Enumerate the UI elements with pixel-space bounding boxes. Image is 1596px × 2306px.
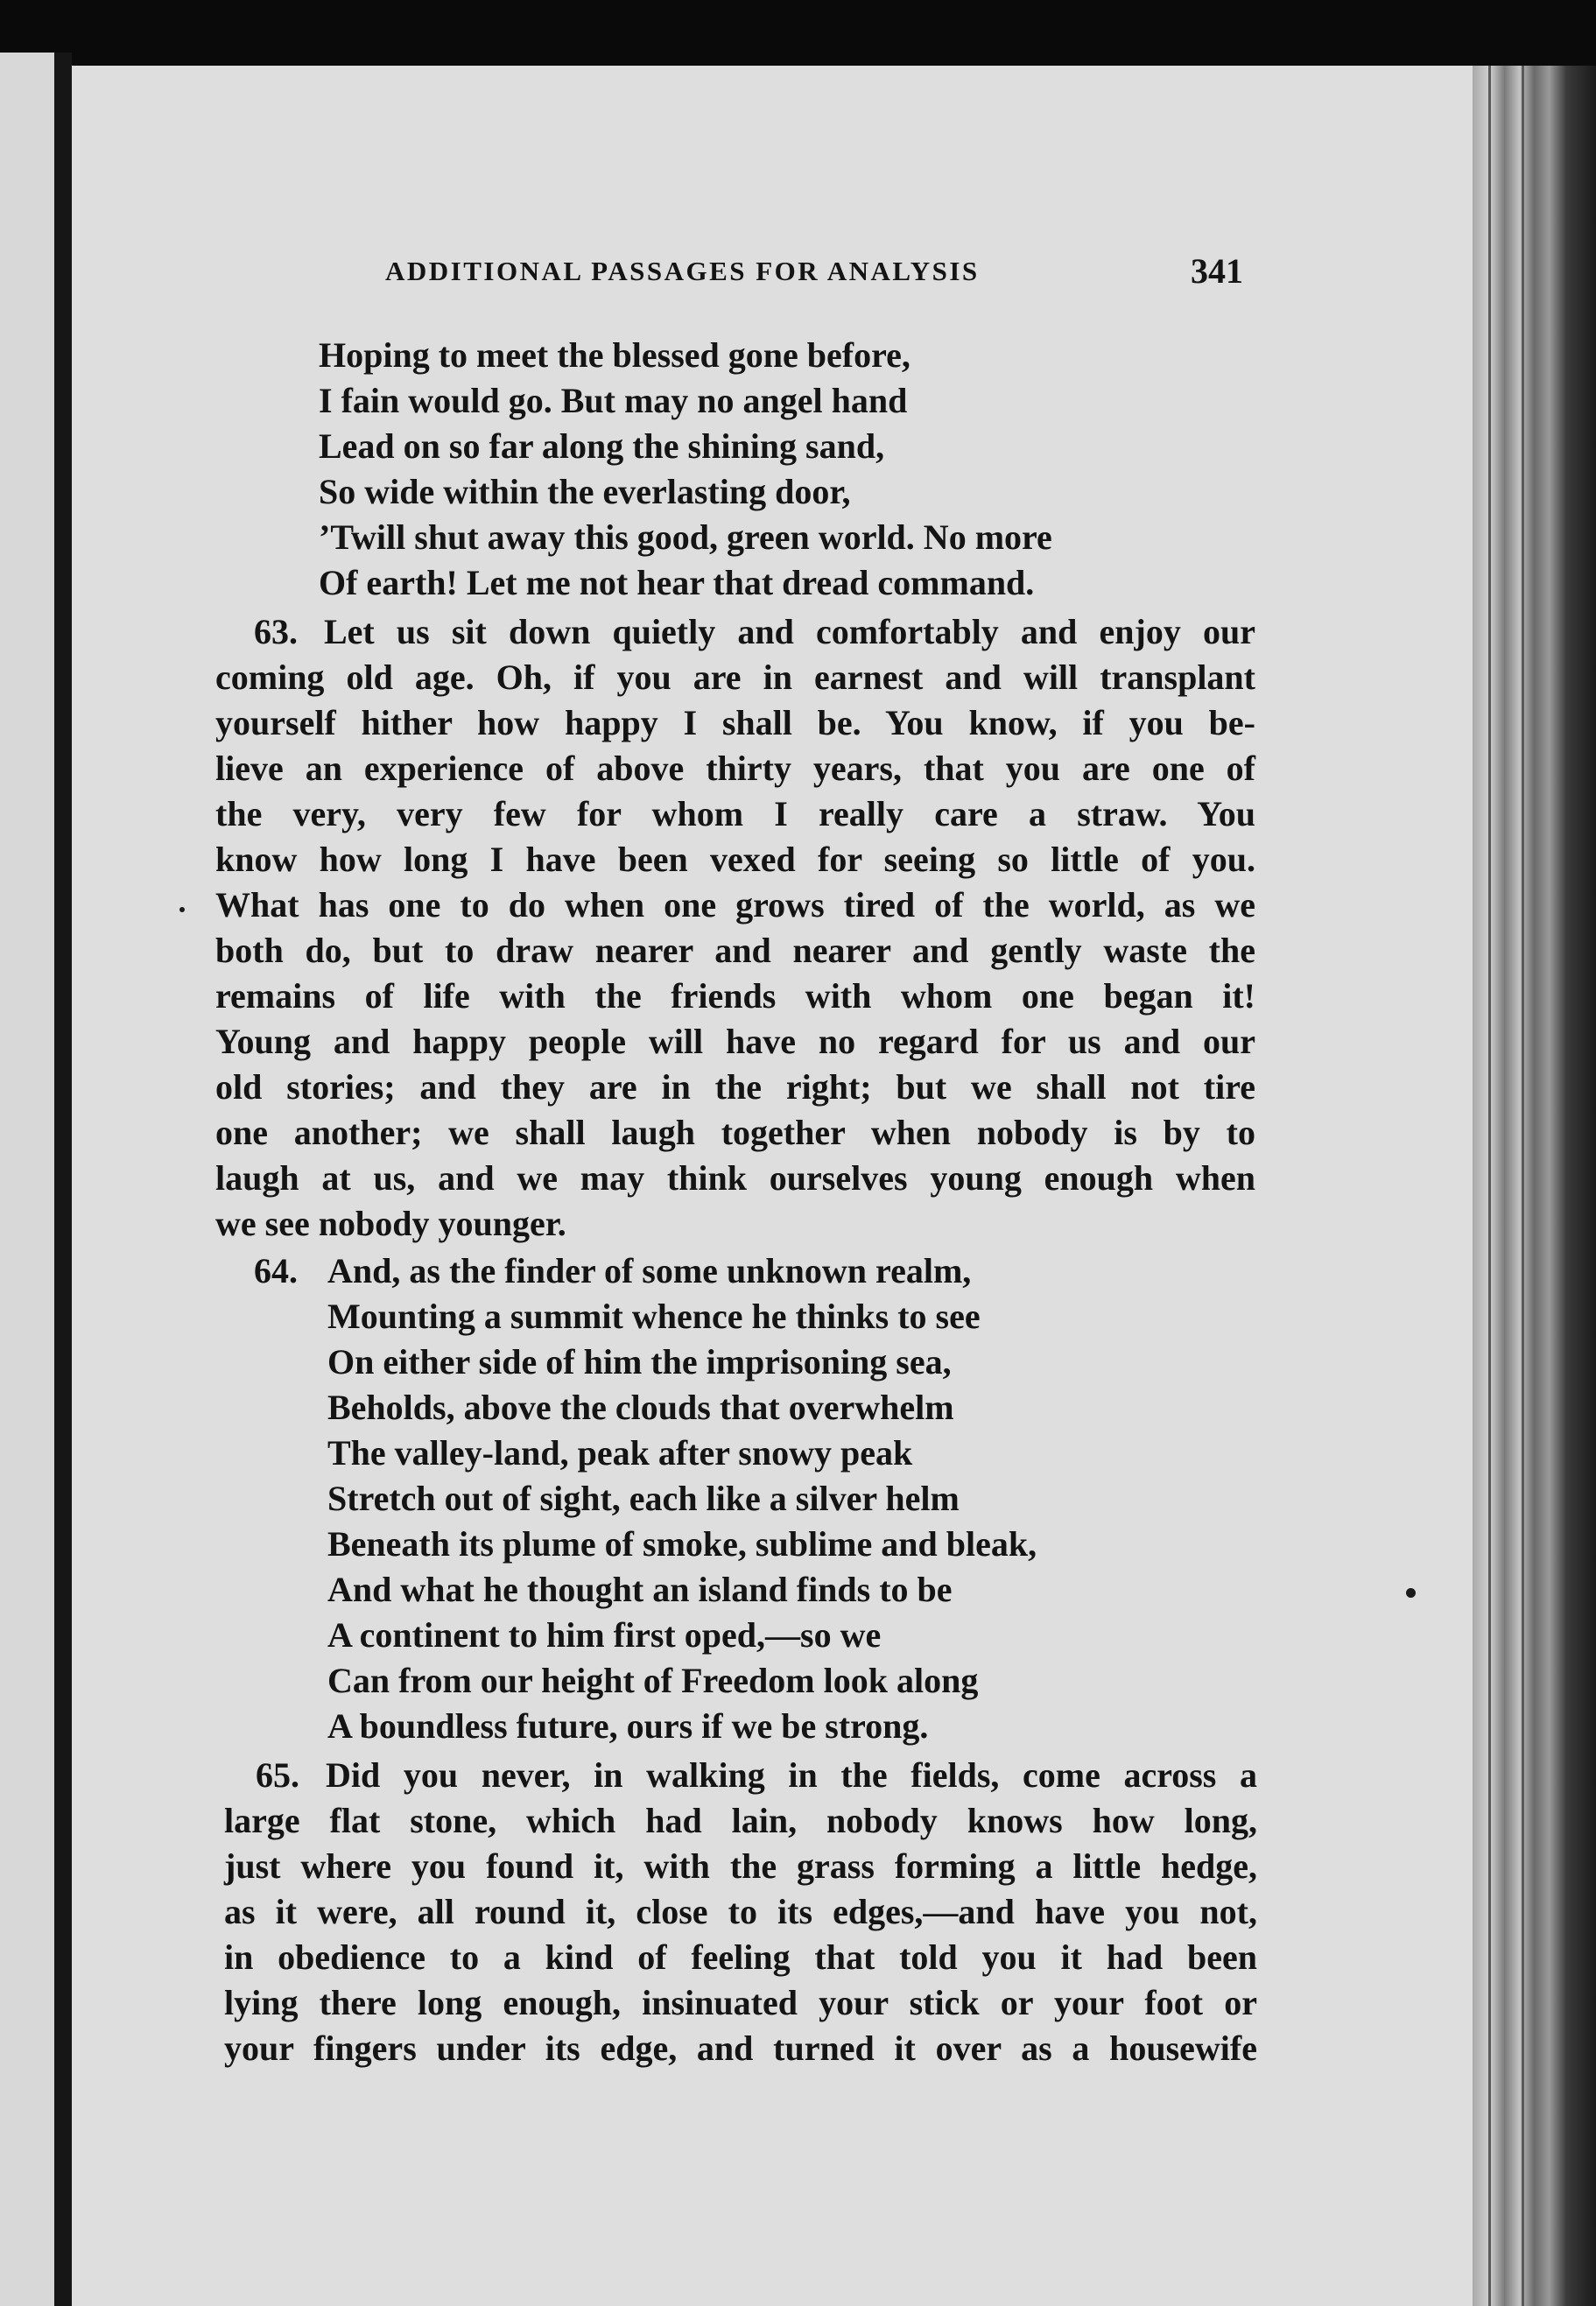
- prose-line: your fingers under its edge, and turned it over as a housewife: [224, 2028, 1257, 2068]
- prose-line: What has one to do when one grows tired of the world, as we: [215, 885, 1255, 925]
- prose-line: both do, but to draw nearer and nearer and gently waste the: [215, 931, 1255, 970]
- poem-line: Mounting a summit whence he thinks to see: [327, 1297, 981, 1336]
- poem-line: Lead on so far along the shining sand,: [319, 426, 885, 466]
- prose-line: the very, very few for whom I really care a straw. You: [215, 794, 1255, 833]
- prose-line: coming old age. Oh, if you are in earnest and will transplant: [215, 657, 1255, 697]
- prose-line: know how long I have been vexed for seeing so little of you.: [215, 840, 1255, 879]
- poem-line: I fain would go. But may no angel hand: [319, 381, 908, 420]
- poem-line: Beholds, above the clouds that overwhelm: [327, 1388, 954, 1427]
- passage-65: [224, 1753, 1257, 2077]
- passage-63: [215, 609, 1255, 1248]
- poem-line: Stretch out of sight, each like a silver helm: [327, 1479, 960, 1518]
- passage-number: 63.: [254, 612, 298, 651]
- poem-top: [319, 333, 1282, 613]
- prose-line: Young and happy people will have no regard for us and our: [215, 1022, 1255, 1061]
- prose-line: laugh at us, and we may think ourselves young enough when: [215, 1158, 1255, 1198]
- page-gutter: [1473, 66, 1596, 2306]
- scan-speck: [179, 907, 185, 912]
- prose-line: remains of life with the friends with whom one began it!: [215, 976, 1255, 1016]
- running-head: [385, 250, 1243, 296]
- poem-line: Hoping to meet the blessed gone before,: [319, 335, 910, 375]
- prose-line: we see nobody younger.: [215, 1204, 566, 1243]
- poem-line: On either side of him the imprisoning sea,: [327, 1342, 952, 1381]
- prose-line: Did you never, in walking in the fields, come across a: [326, 1755, 1257, 1795]
- left-binding-shadow: [54, 53, 72, 2306]
- gutter-line: [1488, 66, 1491, 2306]
- poem-line: A boundless future, ours if we be strong.: [327, 1706, 929, 1746]
- prose-line: large flat stone, which had lain, nobody knows how long,: [224, 1801, 1257, 1840]
- prose-line: Let us sit down quietly and comfortably and enjoy our: [324, 612, 1255, 651]
- prose-line: lieve an experience of above thirty years, that you are one of: [215, 749, 1255, 788]
- poem-line: And what he thought an island finds to be: [327, 1570, 953, 1609]
- scan-top-border: [0, 0, 1596, 70]
- poem-line: Beneath its plume of smoke, sublime and bleak,: [327, 1524, 1037, 1564]
- prose-line: yourself hither how happy I shall be. You know, if you be-: [215, 703, 1255, 742]
- poem-line: ’Twill shut away this good, green world. No more: [319, 517, 1052, 557]
- prose-line: just where you found it, with the grass forming a little hedge,: [224, 1846, 1257, 1886]
- poem-line: Of earth! Let me not hear that dread command.: [319, 563, 1035, 602]
- poem-line: And, as the finder of some unknown realm,: [327, 1251, 972, 1290]
- poem-line: So wide within the everlasting door,: [319, 472, 851, 511]
- poem-line: A continent to him first oped,—so we: [327, 1615, 882, 1655]
- prose-line: lying there long enough, insinuated your stick or your foot or: [224, 1983, 1257, 2022]
- page-number: 341: [1191, 251, 1243, 291]
- passage-number: 65.: [256, 1755, 299, 1795]
- prose-line: in obedience to a kind of feeling that told you it had been: [224, 1937, 1257, 1977]
- passage-number: 64.: [254, 1251, 298, 1290]
- prose-line: old stories; and they are in the right; but we shall not tire: [215, 1067, 1255, 1107]
- poem-line: Can from our height of Freedom look along: [327, 1661, 979, 1700]
- passage-64: [254, 1248, 1217, 1756]
- running-head-title: ADDITIONAL PASSAGES FOR ANALYSIS: [385, 256, 980, 286]
- prose-line: as it were, all round it, close to its edges,—and have you not,: [224, 1892, 1257, 1931]
- scan-speck: [1406, 1588, 1416, 1598]
- poem-line: The valley-land, peak after snowy peak: [327, 1433, 913, 1473]
- gutter-line: [1522, 66, 1524, 2306]
- prose-line: one another; we shall laugh together when nobody is by to: [215, 1113, 1255, 1152]
